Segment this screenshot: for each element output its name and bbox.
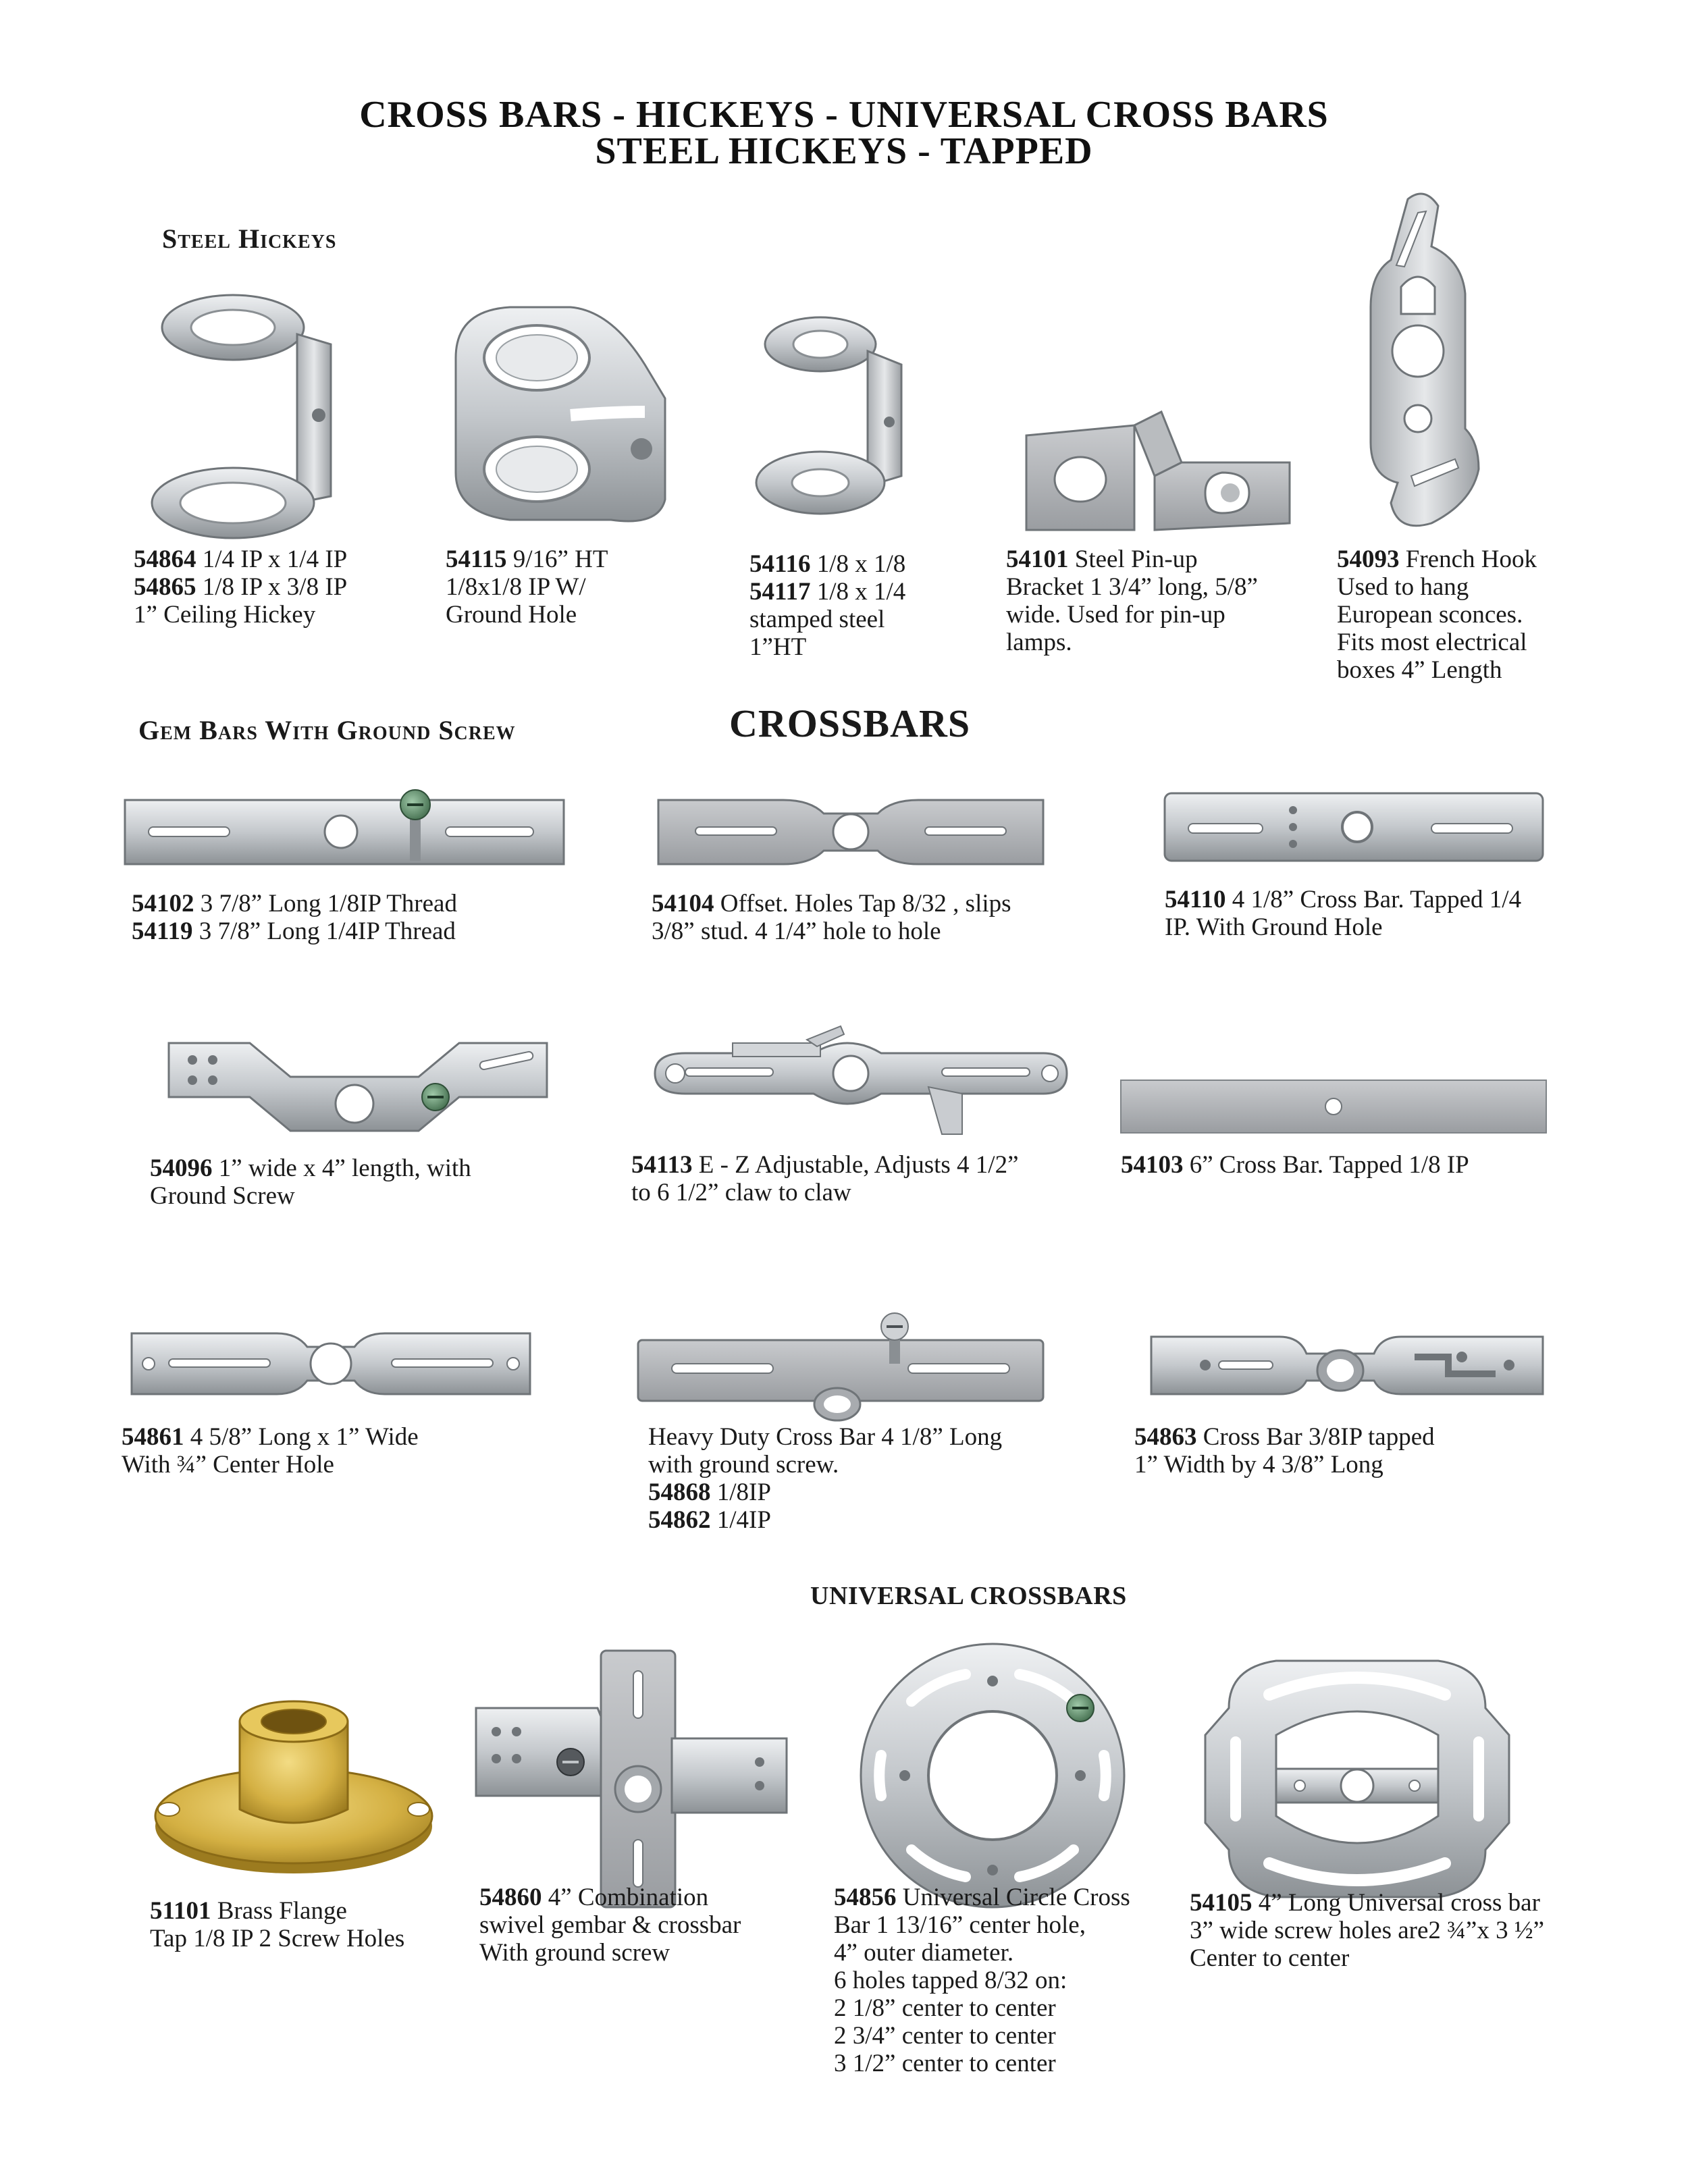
product-54104-description	[652, 890, 1011, 945]
page-title: CROSS BARS - HICKEYS - UNIVERSAL CROSS BARS	[359, 94, 1329, 136]
description-text: Center to center	[1190, 1944, 1350, 1972]
product-54863-description	[1134, 1423, 1435, 1479]
sku: 54093	[1337, 545, 1400, 573]
sku: 51101	[150, 1897, 211, 1925]
product-54110-description	[1165, 886, 1521, 941]
description-text: 4 1/8” Cross Bar. Tapped 1/4	[1225, 886, 1522, 913]
description-text: lamps.	[1006, 629, 1072, 656]
sku: 54110	[1165, 886, 1226, 913]
description-text: to 6 1/2” claw to claw	[631, 1179, 851, 1206]
description-text: 1/8 x 1/4	[810, 578, 906, 606]
description-text: 4” Long Universal cross bar	[1252, 1889, 1540, 1917]
product-54103-description	[1121, 1151, 1469, 1179]
description-text: With ground screw	[479, 1939, 670, 1967]
description-text: Bar 1 13/16” center hole,	[834, 1911, 1086, 1939]
sku: 54096	[150, 1154, 213, 1182]
description-text: 3/8” stud. 4 1/4” hole to hole	[652, 917, 941, 945]
hickey-54116-image	[746, 307, 949, 530]
description-text: E - Z Adjustable, Adjusts 4 1/2”	[692, 1151, 1019, 1179]
description-text: 1/4IP	[710, 1506, 771, 1534]
description-text: boxes 4” Length	[1337, 656, 1502, 684]
pinup-bracket-54101-image	[1020, 408, 1303, 537]
description-text: 4” outer diameter.	[834, 1939, 1014, 1967]
description-text: With ¾” Center Hole	[122, 1451, 334, 1479]
swivel-gembar-54860-image	[469, 1644, 793, 1914]
product-54116-description	[749, 550, 905, 661]
sku: 54116	[749, 550, 811, 578]
cross-bar-54110-image	[1161, 787, 1546, 868]
product-54868-description	[648, 1423, 1002, 1534]
section-universal-crossbars: UNIVERSAL CROSSBARS	[810, 1582, 1127, 1610]
description-text: Tap 1/8 IP 2 Screw Holes	[150, 1925, 405, 1952]
description-text: Used to hang	[1337, 573, 1469, 601]
description-text: 1”HT	[749, 633, 807, 661]
sku: 54864	[134, 545, 196, 573]
product-54093-description	[1337, 545, 1537, 684]
product-54113-description	[631, 1151, 1019, 1206]
product-54102-description	[132, 890, 457, 945]
product-54101-description	[1006, 545, 1258, 656]
sku: 54868	[648, 1479, 711, 1506]
cross-bar-54863-image	[1144, 1316, 1550, 1418]
description-text: 1/8 IP x 3/8 IP	[196, 573, 348, 601]
sku: 54117	[749, 578, 811, 606]
sku: 54862	[648, 1506, 711, 1534]
sku: 54865	[134, 573, 196, 601]
description-text: Universal Circle Cross	[896, 1884, 1130, 1911]
description-text: 6 holes tapped 8/32 on:	[834, 1967, 1067, 1994]
description-text: stamped steel	[749, 606, 885, 633]
french-hook-54093-image	[1344, 186, 1533, 537]
description-text: 3” wide screw holes are2 ¾”x 3 ½”	[1190, 1917, 1544, 1944]
sku: 54101	[1006, 545, 1069, 573]
description-text: Cross Bar 3/8IP tapped	[1196, 1423, 1435, 1451]
description-text: 3 1/2” center to center	[834, 2050, 1056, 2077]
description-text: 1/8x1/8 IP W/	[446, 573, 586, 601]
hickey-54864-image	[135, 280, 378, 550]
section-gem-bars: Gem Bars With Ground Screw	[138, 715, 516, 745]
description-text: Bracket 1 3/4” long, 5/8”	[1006, 573, 1258, 601]
brass-flange-51101-image	[145, 1674, 442, 1884]
universal-cross-bar-54105-image	[1188, 1647, 1526, 1911]
sku: 54861	[122, 1423, 184, 1451]
description-text: IP. With Ground Hole	[1165, 913, 1383, 941]
description-text: with ground screw.	[648, 1451, 839, 1479]
sku: 54104	[652, 890, 714, 917]
description-text: Offset. Holes Tap 8/32 , slips	[714, 890, 1011, 917]
gem-bar-54096-image	[162, 1030, 554, 1151]
cross-bar-54103-image	[1117, 1077, 1550, 1138]
product-54105-description	[1190, 1889, 1544, 1972]
sku: 54102	[132, 890, 194, 917]
description-text: 1/4 IP x 1/4 IP	[196, 545, 348, 573]
section-crossbars: CROSSBARS	[729, 701, 971, 745]
sku: 54105	[1190, 1889, 1252, 1917]
hickey-54115-image	[436, 297, 692, 540]
product-54115-description	[446, 545, 608, 629]
page-subtitle: STEEL HICKEYS - TAPPED	[595, 130, 1093, 172]
description-text: European sconces.	[1337, 601, 1523, 629]
product-54096-description	[150, 1154, 471, 1210]
product-54864-description	[134, 545, 347, 629]
offset-bar-54104-image	[648, 790, 1053, 871]
product-54860-description	[479, 1884, 741, 1967]
description-text: 4” Combination	[542, 1884, 709, 1911]
description-text: swivel gembar & crossbar	[479, 1911, 741, 1939]
heavy-duty-cross-bar-image	[631, 1310, 1050, 1424]
description-text: Fits most electrical	[1337, 629, 1527, 656]
description-text: 3 7/8” Long 1/8IP Thread	[194, 890, 457, 917]
description-text: Brass Flange	[211, 1897, 347, 1925]
sku: 54113	[631, 1151, 693, 1179]
description-text: Steel Pin-up	[1068, 545, 1198, 573]
sku: 54863	[1134, 1423, 1197, 1451]
sku: 54115	[446, 545, 507, 573]
product-54856-description	[834, 1884, 1130, 2077]
description-text: 1” Ceiling Hickey	[134, 601, 316, 629]
gem-bar-54102-image	[122, 790, 567, 871]
description-text: 9/16” HT	[506, 545, 608, 573]
description-text: Ground Screw	[150, 1182, 295, 1210]
description-text: 6” Cross Bar. Tapped 1/8 IP	[1183, 1151, 1469, 1179]
description-text: 1/8IP	[710, 1479, 771, 1506]
product-51101-description	[150, 1897, 404, 1952]
description-text: 2 1/8” center to center	[834, 1994, 1056, 2022]
ez-adjustable-54113-image	[645, 1019, 1077, 1148]
description-text: wide. Used for pin-up	[1006, 601, 1225, 629]
description-text: French Hook	[1399, 545, 1537, 573]
sku: 54856	[834, 1884, 897, 1911]
description-text: 4 5/8” Long x 1” Wide	[184, 1423, 419, 1451]
description-text: 2 3/4” center to center	[834, 2022, 1056, 2050]
section-steel-hickeys: Steel Hickeys	[162, 223, 337, 254]
description-text: 1/8 x 1/8	[810, 550, 906, 578]
cross-bar-54861-image	[122, 1320, 540, 1408]
sku: 54103	[1121, 1151, 1184, 1179]
description-text: Heavy Duty Cross Bar 4 1/8” Long	[648, 1423, 1003, 1451]
description-text: 3 7/8” Long 1/4IP Thread	[192, 917, 456, 945]
sku: 54860	[479, 1884, 542, 1911]
description-text: 1” wide x 4” length, with	[212, 1154, 471, 1182]
description-text: 1” Width by 4 3/8” Long	[1134, 1451, 1383, 1479]
universal-circle-54856-image	[830, 1641, 1155, 1911]
product-54861-description	[122, 1423, 419, 1479]
description-text: Ground Hole	[446, 601, 577, 629]
sku: 54119	[132, 917, 193, 945]
